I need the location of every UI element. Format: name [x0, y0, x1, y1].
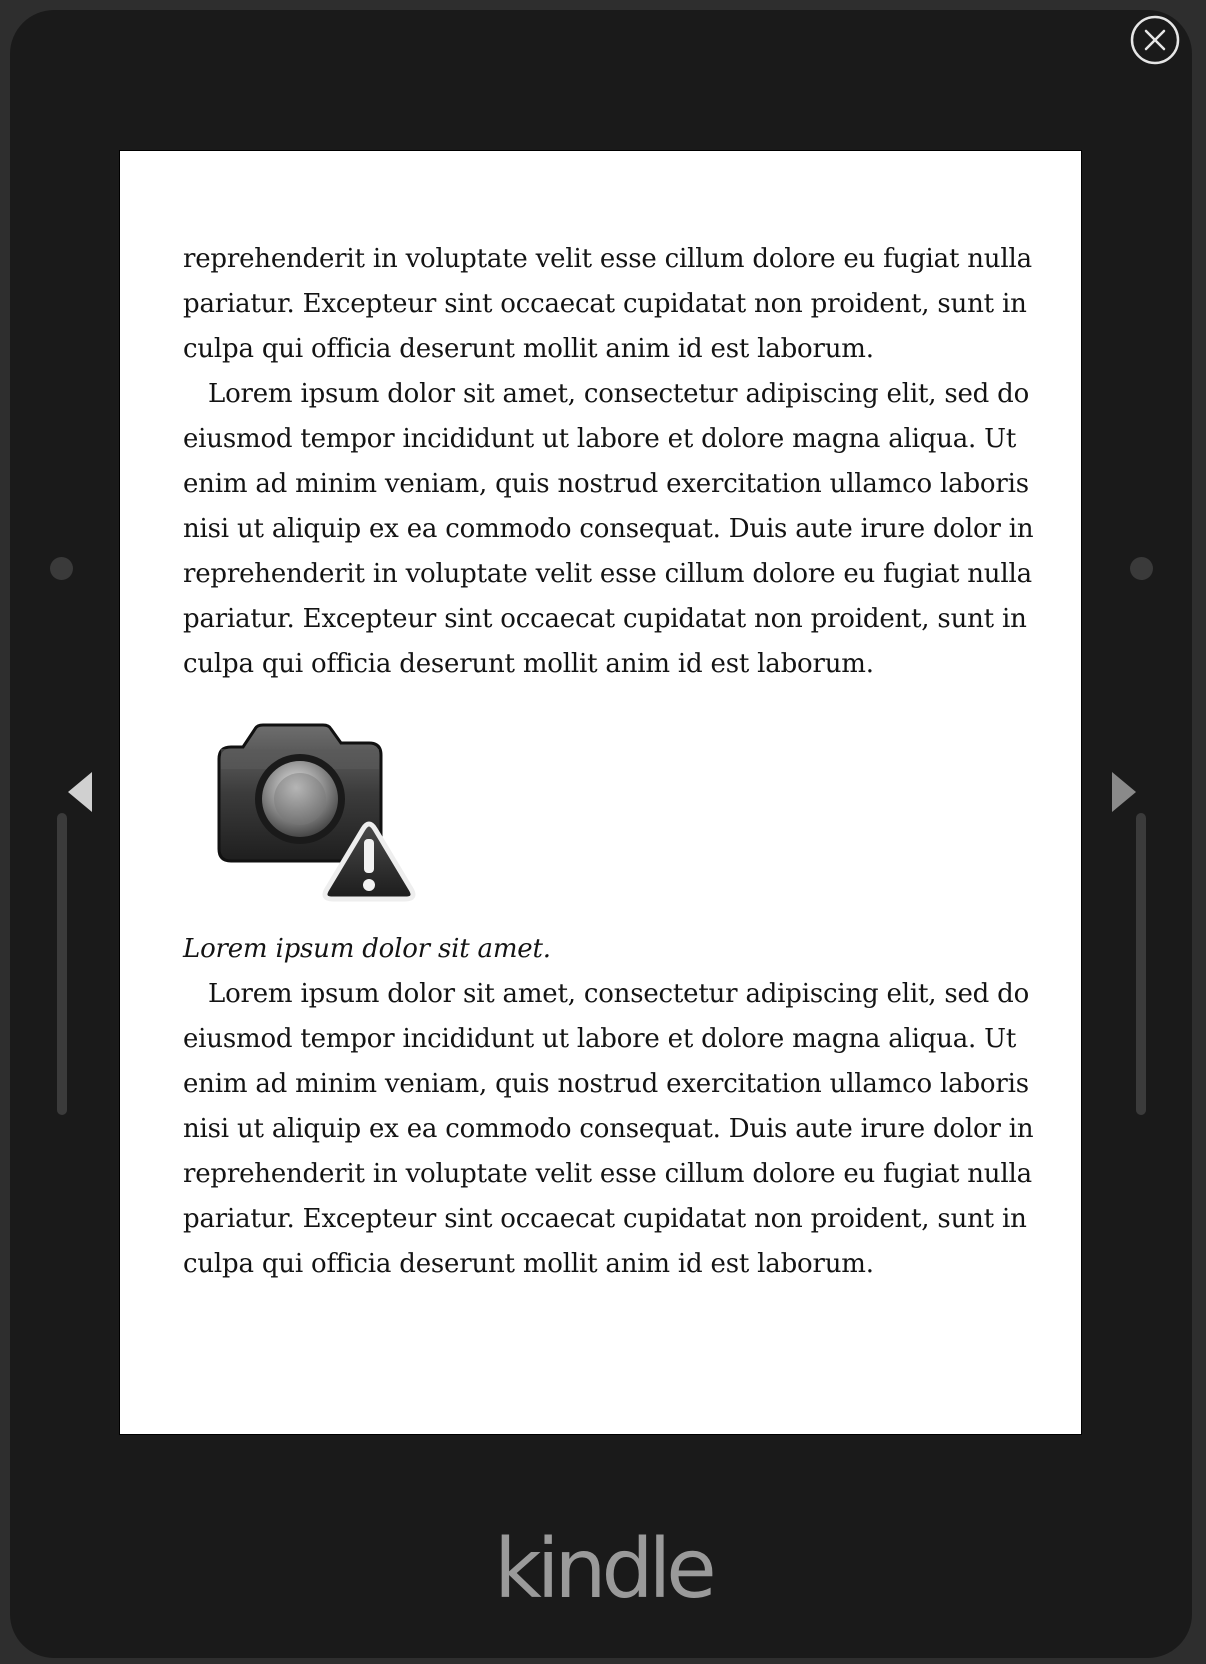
figure-image — [183, 717, 433, 927]
book-page — [183, 237, 1043, 1287]
close-button[interactable] — [1130, 15, 1180, 65]
right-page-turn-bar[interactable] — [1136, 813, 1146, 1115]
close-circle-icon — [1130, 15, 1180, 65]
right-side-dot — [1130, 557, 1153, 580]
previous-page-button[interactable] — [62, 768, 102, 816]
left-page-turn-bar[interactable] — [57, 813, 67, 1115]
paragraph: Lorem ipsum dolor sit amet, consectetur adipiscing elit, sed do eiusmod tempor incididunt ut labore et dolore magna aliqua. Ut enim ad minim veniam, quis nostrud exercitation ullamco laboris nisi ut aliquip ex ea commodo consequat. Duis aute irure dolor in reprehenderit in voluptate velit esse cillum dolore eu fugiat nulla pariatur. Excepteur sint occaecat cupidatat non proident, sunt in culpa qui officia deserunt mollit anim id est laborum. — [183, 979, 1034, 1279]
paragraph: Lorem ipsum dolor sit amet, consectetur adipiscing elit, sed do eiusmod tempor incididunt ut labore et dolore magna aliqua. Ut enim ad minim veniam, quis nostrud exercitation ullamco laboris nisi ut aliquip ex ea commodo consequat. Duis aute irure dolor in reprehenderit in voluptate velit esse cillum dolore eu fugiat nulla pariatur. Excepteur sint occaecat cupidatat non proident, sunt in culpa qui officia deserunt mollit anim id est laborum. — [183, 379, 1034, 679]
triangle-left-icon — [62, 768, 102, 816]
camera-warning-icon — [183, 717, 433, 927]
next-page-button[interactable] — [1102, 768, 1142, 816]
paragraph: reprehenderit in voluptate velit esse cillum dolore eu fugiat nulla pariatur. Excepteur sint occaecat cupidatat non proident, sunt in culpa qui officia deserunt mollit anim id est laborum. — [183, 244, 1032, 364]
left-side-dot — [50, 557, 73, 580]
kindle-logo: kindle — [494, 1522, 712, 1617]
triangle-right-icon — [1102, 768, 1142, 816]
reading-screen — [119, 150, 1082, 1435]
figure-caption: Lorem ipsum dolor sit amet. — [183, 934, 551, 964]
